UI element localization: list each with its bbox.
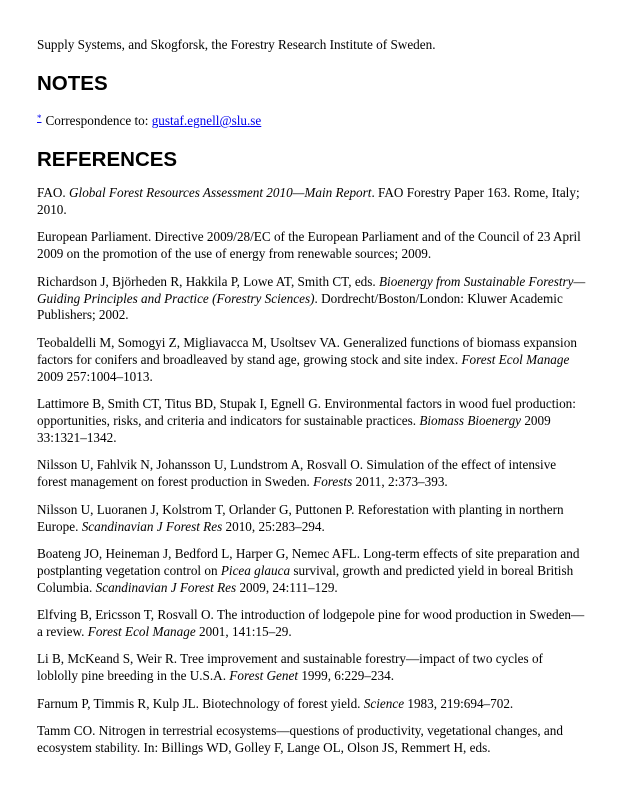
reference-text: survival, growth and predicted yield in boreal British Columbia. xyxy=(37,562,574,595)
reference-text: Tamm CO. Nitrogen in terrestrial ecosystems—questions of productivity, vegetational changes, and ecosystem stability. In: Billings WD, Golley F, Lange OL, Olson JS, Remmert H, eds. xyxy=(37,723,563,756)
reference-text: European Parliament. Directive 2009/28/EC of the European Parliament and of the Council of 23 April 2009 on the promotion of the use of energy from renewable sources; 2009. xyxy=(37,229,581,262)
affiliation-text: Supply Systems, and Skogforsk, the Forestry Research Institute of Sweden. xyxy=(37,37,436,52)
reference-text: Li B, McKeand S, Weir R. Tree improvement and sustainable forestry—impact of two cycles of loblolly pine breeding in the U.S.A. xyxy=(37,651,543,684)
correspondence-note xyxy=(37,110,587,129)
reference-text: Teobaldelli M, Somogyi Z, Migliavacca M, Usoltsev VA. Generalized functions of biomass expansion factors for conifers and broadleaved by stand age, growing stock and site index. xyxy=(37,334,577,367)
footnote-marker-link[interactable]: * xyxy=(37,113,42,123)
reference-text: . FAO Forestry Paper 163. Rome, Italy; 2010. xyxy=(37,185,580,217)
reference-entry xyxy=(37,502,587,536)
reference-text: FAO. xyxy=(37,185,69,200)
reference-text: 1983, 219:694–702. xyxy=(404,695,514,711)
reference-italic-text: Forests xyxy=(313,474,353,490)
reference-text: Nilsson U, Luoranen J, Kolstrom T, Orlander G, Puttonen P. Reforestation with planting in northern Europe. xyxy=(37,501,564,534)
reference-entry xyxy=(37,546,587,597)
reference-text: Richardson J, Björheden R, Hakkila P, Lowe AT, Smith CT, eds. xyxy=(37,273,379,289)
reference-text: 2001, 141:15–29. xyxy=(195,624,292,640)
reference-text: 2009, 24:111–129. xyxy=(236,579,338,595)
reference-italic-text: Global Forest Resources Assessment 2010—Main Report xyxy=(69,185,372,200)
reference-text: 2009 257:1004–1013. xyxy=(37,368,153,384)
reference-italic-text: Forest Genet xyxy=(229,668,299,684)
reference-italic-text: Science xyxy=(363,695,405,711)
reference-italic-text: Scandinavian J Forest Res xyxy=(95,579,237,595)
reference-entry xyxy=(37,651,587,685)
reference-italic-text: Picea glauca xyxy=(220,562,291,578)
reference-text: 1999, 6:229–234. xyxy=(298,668,395,684)
reference-italic-text: Forest Ecol Manage xyxy=(461,351,570,367)
document-page xyxy=(37,36,587,757)
reference-text: 2009 33:1321–1342. xyxy=(37,412,551,445)
reference-entry xyxy=(37,185,587,219)
reference-list xyxy=(37,185,587,757)
reference-entry xyxy=(37,274,587,325)
reference-text: 2010, 25:283–294. xyxy=(222,518,325,534)
reference-entry xyxy=(37,723,587,757)
reference-italic-text: Bioenergy from Sustainable Forestry—Guiding Principles and Practice (Forestry Sciences) xyxy=(37,273,586,306)
reference-entry xyxy=(37,396,587,447)
reference-italic-text: Scandinavian J Forest Res xyxy=(81,518,223,534)
reference-text: Boateng JO, Heineman J, Bedford L, Harper G, Nemec AFL. Long-term effects of site preparation and postplanting vegetation control on xyxy=(37,545,580,578)
references-heading: REFERENCES xyxy=(37,148,178,171)
reference-text: Nilsson U, Fahlvik N, Johansson U, Lundstrom A, Rosvall O. Simulation of the effect of intensive forest management on forest production in Sweden. xyxy=(37,457,557,490)
correspondence-label: Correspondence to: xyxy=(45,113,152,128)
reference-text: Elfving B, Ericsson T, Rosvall O. The introduction of lodgepole pine for wood production in Sweden—a review. xyxy=(37,607,585,640)
reference-text: 2011, 2:373–393. xyxy=(352,474,448,490)
reference-text: Farnum P, Timmis R, Kulp JL. Biotechnology of forest yield. xyxy=(37,695,364,711)
reference-entry xyxy=(37,335,587,386)
notes-heading: NOTES xyxy=(37,72,108,95)
reference-entry xyxy=(37,607,587,641)
reference-text: Lattimore B, Smith CT, Titus BD, Stupak I, Egnell G. Environmental factors in wood fuel production: opportunities, risks, and criteria and indicators for sustainable practices. xyxy=(37,396,576,428)
reference-entry xyxy=(37,696,587,713)
reference-italic-text: Forest Ecol Manage xyxy=(87,624,196,640)
email-link[interactable]: gustaf.egnell@slu.se xyxy=(151,113,262,128)
reference-text: . Dordrecht/Boston/London: Kluwer Academic Publishers; 2002. xyxy=(37,290,563,323)
reference-entry xyxy=(37,457,587,491)
reference-entry xyxy=(37,229,587,263)
reference-italic-text: Biomass Bioenergy xyxy=(419,412,522,428)
